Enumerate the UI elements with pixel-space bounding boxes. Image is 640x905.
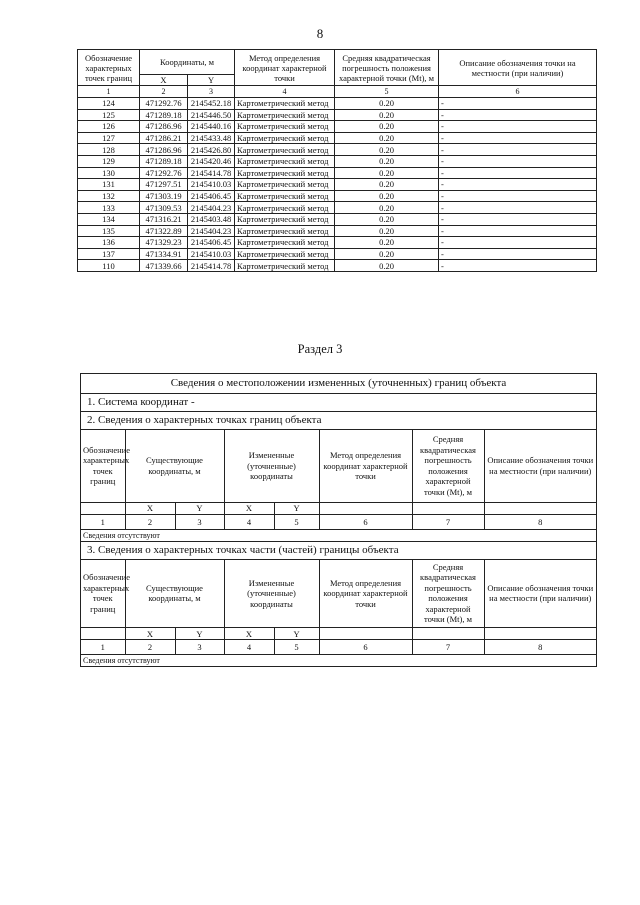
y-coordinate-cell: 2145406.45 <box>188 237 235 249</box>
x-coordinate-cell: 471339.66 <box>140 260 188 272</box>
accuracy-cell: 0.20 <box>335 237 439 249</box>
method-cell: Картометрический метод <box>235 179 335 191</box>
page-number: 8 <box>316 26 324 41</box>
header-y: Y <box>175 502 224 514</box>
empty-cell <box>81 628 125 640</box>
coordinate-system-line: 1. Система координат - <box>81 394 596 412</box>
col-number: 3 <box>188 86 235 98</box>
accuracy-cell: 0.20 <box>335 144 439 156</box>
x-coordinate-cell: 471286.96 <box>140 144 188 156</box>
no-data-note: Сведения отсутствуют <box>83 656 160 665</box>
header-method: Метод определения координат характерной точки <box>319 430 412 502</box>
table-row <box>78 109 597 121</box>
x-coordinate-cell: 471286.21 <box>140 132 188 144</box>
header-accuracy: Средняя квадратическая погрешность положения характерной точки (Mt), м <box>412 560 484 628</box>
section3-frame <box>80 373 597 667</box>
accuracy-cell: 0.20 <box>335 260 439 272</box>
column-number-row <box>78 86 597 98</box>
table-row <box>78 98 597 110</box>
x-coordinate-cell: 471309.53 <box>140 202 188 214</box>
point-number-cell: 134 <box>78 213 140 225</box>
table-row <box>78 213 597 225</box>
accuracy-cell: 0.20 <box>335 167 439 179</box>
method-cell: Картометрический метод <box>235 225 335 237</box>
empty-cell <box>412 628 484 640</box>
x-coordinate-cell: 471303.19 <box>140 190 188 202</box>
header-x: X <box>125 628 175 640</box>
method-cell: Картометрический метод <box>235 167 335 179</box>
col-number: 2 <box>140 86 188 98</box>
header-method: Метод определения координат характерной точки <box>319 560 412 628</box>
y-coordinate-cell: 2145414.78 <box>188 167 235 179</box>
header-description: Описание обозначения точки на местности (при наличии) <box>484 430 596 502</box>
accuracy-cell: 0.20 <box>335 248 439 260</box>
x-coordinate-cell: 471292.76 <box>140 98 188 110</box>
empty-cell <box>319 502 412 514</box>
col-number: 8 <box>484 514 596 529</box>
empty-cell <box>484 502 596 514</box>
y-coordinate-cell: 2145440.16 <box>188 121 235 133</box>
description-cell: - <box>439 109 597 121</box>
point-number-cell: 132 <box>78 190 140 202</box>
description-cell: - <box>439 248 597 260</box>
description-cell: - <box>439 260 597 272</box>
accuracy-cell: 0.20 <box>335 98 439 110</box>
empty-cell <box>484 628 596 640</box>
y-coordinate-cell: 2145403.48 <box>188 213 235 225</box>
y-coordinate-cell: 2145404.23 <box>188 202 235 214</box>
accuracy-cell: 0.20 <box>335 179 439 191</box>
col-number: 4 <box>235 86 335 98</box>
subsection2-table <box>81 430 596 530</box>
table-row <box>78 179 597 191</box>
point-number-cell: 128 <box>78 144 140 156</box>
header-x: X <box>125 502 175 514</box>
point-number-cell: 124 <box>78 98 140 110</box>
table-row <box>78 121 597 133</box>
table-row <box>78 190 597 202</box>
description-cell: - <box>439 98 597 110</box>
y-coordinate-cell: 2145406.45 <box>188 190 235 202</box>
accuracy-cell: 0.20 <box>335 109 439 121</box>
header-designation: Обозначение характерных точек границ <box>81 430 125 502</box>
header-coordinates: Координаты, м <box>140 50 235 75</box>
description-cell: - <box>439 190 597 202</box>
description-cell: - <box>439 237 597 249</box>
table-row <box>78 155 597 167</box>
x-coordinate-cell: 471329.23 <box>140 237 188 249</box>
y-coordinate-cell: 2145410.03 <box>188 248 235 260</box>
empty-cell <box>412 502 484 514</box>
subsection3-table <box>81 560 596 656</box>
y-coordinate-cell: 2145404.23 <box>188 225 235 237</box>
method-cell: Картометрический метод <box>235 248 335 260</box>
y-coordinate-cell: 2145420.46 <box>188 155 235 167</box>
header-designation: Обозначение характерных точек границ <box>78 50 140 86</box>
point-number-cell: 136 <box>78 237 140 249</box>
point-number-cell: 133 <box>78 202 140 214</box>
accuracy-cell: 0.20 <box>335 155 439 167</box>
col-number: 3 <box>175 640 224 655</box>
col-number: 4 <box>224 640 274 655</box>
description-cell: - <box>439 167 597 179</box>
table-body <box>78 98 597 272</box>
col-number: 1 <box>81 640 125 655</box>
table-row <box>78 260 597 272</box>
point-number-cell: 131 <box>78 179 140 191</box>
header-y: Y <box>274 628 319 640</box>
accuracy-cell: 0.20 <box>335 213 439 225</box>
col-number: 5 <box>335 86 439 98</box>
point-number-cell: 125 <box>78 109 140 121</box>
accuracy-cell: 0.20 <box>335 132 439 144</box>
description-cell: - <box>439 213 597 225</box>
point-number-cell: 126 <box>78 121 140 133</box>
x-coordinate-cell: 471286.96 <box>140 121 188 133</box>
point-number-cell: 130 <box>78 167 140 179</box>
table-row <box>78 144 597 156</box>
header-description: Описание обозначения точки на местности (при наличии) <box>439 50 597 86</box>
y-coordinate-cell: 2145410.03 <box>188 179 235 191</box>
method-cell: Картометрический метод <box>235 109 335 121</box>
method-cell: Картометрический метод <box>235 237 335 249</box>
col-number: 3 <box>175 514 224 529</box>
description-cell: - <box>439 132 597 144</box>
col-number: 8 <box>484 640 596 655</box>
header-accuracy: Средняя квадратическая погрешность положения характерной точки (Mt), м <box>335 50 439 86</box>
y-coordinate-cell: 2145433.48 <box>188 132 235 144</box>
table-row <box>78 132 597 144</box>
header-changed-coordinates: Измененные (уточненные) координаты <box>224 430 319 502</box>
y-coordinate-cell: 2145446.50 <box>188 109 235 121</box>
description-cell: - <box>439 202 597 214</box>
x-coordinate-cell: 471316.21 <box>140 213 188 225</box>
section3-title: Сведения о местоположении измененных (уточненных) границ объекта <box>81 374 596 394</box>
subsection3-title: 3. Сведения о характерных точках части (частей) границы объекта <box>81 542 596 560</box>
method-cell: Картометрический метод <box>235 121 335 133</box>
point-number-cell: 129 <box>78 155 140 167</box>
empty-cell <box>319 628 412 640</box>
description-cell: - <box>439 225 597 237</box>
method-cell: Картометрический метод <box>235 213 335 225</box>
description-cell: - <box>439 179 597 191</box>
header-x: X <box>224 502 274 514</box>
x-coordinate-cell: 471334.91 <box>140 248 188 260</box>
header-method: Метод определения координат характерной точки <box>235 50 335 86</box>
table-row <box>78 248 597 260</box>
col-number: 5 <box>274 640 319 655</box>
description-cell: - <box>439 144 597 156</box>
col-number: 1 <box>81 514 125 529</box>
header-y: Y <box>274 502 319 514</box>
table-row <box>78 202 597 214</box>
col-number: 7 <box>412 640 484 655</box>
col-number: 2 <box>125 640 175 655</box>
point-number-cell: 137 <box>78 248 140 260</box>
col-number: 1 <box>78 86 140 98</box>
method-cell: Картометрический метод <box>235 202 335 214</box>
header-existing-coordinates: Существующие координаты, м <box>125 560 224 628</box>
empty-cell <box>81 502 125 514</box>
header-description: Описание обозначения точки на местности (при наличии) <box>484 560 596 628</box>
y-coordinate-cell: 2145452.18 <box>188 98 235 110</box>
col-number: 4 <box>224 514 274 529</box>
accuracy-cell: 0.20 <box>335 190 439 202</box>
col-number: 6 <box>319 514 412 529</box>
header-designation: Обозначение характерных точек границ <box>81 560 125 628</box>
header-x: X <box>224 628 274 640</box>
x-coordinate-cell: 471292.76 <box>140 167 188 179</box>
x-coordinate-cell: 471297.51 <box>140 179 188 191</box>
point-number-cell: 135 <box>78 225 140 237</box>
method-cell: Картометрический метод <box>235 190 335 202</box>
col-number: 7 <box>412 514 484 529</box>
method-cell: Картометрический метод <box>235 260 335 272</box>
boundary-points-table <box>77 49 597 272</box>
accuracy-cell: 0.20 <box>335 121 439 133</box>
header-y: Y <box>175 628 224 640</box>
x-coordinate-cell: 471289.18 <box>140 109 188 121</box>
description-cell: - <box>439 155 597 167</box>
description-cell: - <box>439 121 597 133</box>
section-heading: Раздел 3 <box>297 342 343 356</box>
accuracy-cell: 0.20 <box>335 202 439 214</box>
header-accuracy: Средняя квадратическая погрешность положения характерной точки (Mt), м <box>412 430 484 502</box>
header-x: X <box>140 75 188 86</box>
header-y: Y <box>188 75 235 86</box>
method-cell: Картометрический метод <box>235 155 335 167</box>
point-number-cell: 127 <box>78 132 140 144</box>
col-number: 2 <box>125 514 175 529</box>
table-row <box>78 237 597 249</box>
no-data-note: Сведения отсутствуют <box>81 530 596 542</box>
y-coordinate-cell: 2145426.80 <box>188 144 235 156</box>
subsection2-title: 2. Сведения о характерных точках границ объекта <box>81 412 596 430</box>
method-cell: Картометрический метод <box>235 144 335 156</box>
point-number-cell: 110 <box>78 260 140 272</box>
header-existing-coordinates: Существующие координаты, м <box>125 430 224 502</box>
y-coordinate-cell: 2145414.78 <box>188 260 235 272</box>
col-number: 6 <box>439 86 597 98</box>
x-coordinate-cell: 471289.18 <box>140 155 188 167</box>
col-number: 6 <box>319 640 412 655</box>
x-coordinate-cell: 471322.89 <box>140 225 188 237</box>
table-row <box>78 225 597 237</box>
method-cell: Картометрический метод <box>235 132 335 144</box>
accuracy-cell: 0.20 <box>335 225 439 237</box>
table-row <box>78 167 597 179</box>
method-cell: Картометрический метод <box>235 98 335 110</box>
header-changed-coordinates: Измененные (уточненные) координаты <box>224 560 319 628</box>
col-number: 5 <box>274 514 319 529</box>
